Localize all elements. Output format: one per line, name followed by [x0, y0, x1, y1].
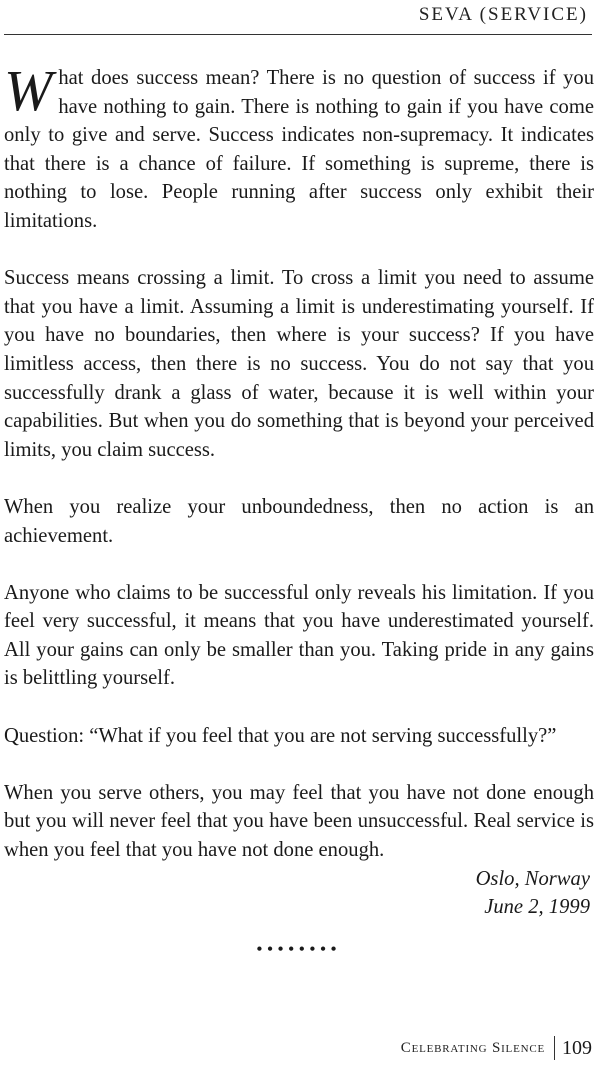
- paragraph-2: Success means crossing a limit. To cross a limit you need to assume that you have a limit. Assuming a limit is underestimating yourself. If you have no boundaries, then where is your success? If you have limitless access, then there is no success. You do not say that you successfully drank a glass of water, because it is well within your capabilities. But when you do something that is beyond your perceived limits, you claim success.: [4, 267, 594, 461]
- paragraph-1-text: hat does success mean? There is no question of success if you have nothing to gain. There is nothing to gain if you have come only to give and serve. Success indicates non-supremacy. It indicates that there is a chance of failure. If something is supreme, there is nothing to lose. People running after success only exhibit their limitations.: [4, 67, 594, 232]
- paragraph-1: [4, 58, 594, 236]
- page-footer: [401, 1036, 592, 1060]
- paragraph-5: Question: “What if you feel that you are not serving successfully?”: [4, 724, 557, 747]
- page-number: 109: [562, 1036, 592, 1059]
- dateline: [4, 865, 590, 922]
- footer-book-title: Celebrating Silence: [400, 1039, 545, 1056]
- body-text: [4, 58, 594, 964]
- paragraph-4: Anyone who claims to be successful only reveals his limitation. If you feel very successful, it means that you have underestimated yourself. All your gains can only be smaller than you. Taking pride in any gains is belittling yourself.: [4, 581, 594, 690]
- footer-divider: [554, 1036, 555, 1060]
- drop-cap: W: [4, 58, 53, 123]
- paragraph-6: When you serve others, you may feel that you have not done enough but you will never feel that you have been unsuccessful. Real service is when you feel that you have not done enough.: [4, 781, 594, 862]
- running-head: SEVA (SERVICE): [418, 4, 588, 25]
- paragraph-3: When you realize your unboundedness, then no action is an achievement.: [4, 495, 594, 547]
- dateline-date: June 2, 1999: [484, 896, 590, 919]
- dateline-place: Oslo, Norway: [475, 867, 590, 890]
- header-rule: [4, 34, 592, 35]
- section-ornament: ••••••••: [256, 940, 342, 958]
